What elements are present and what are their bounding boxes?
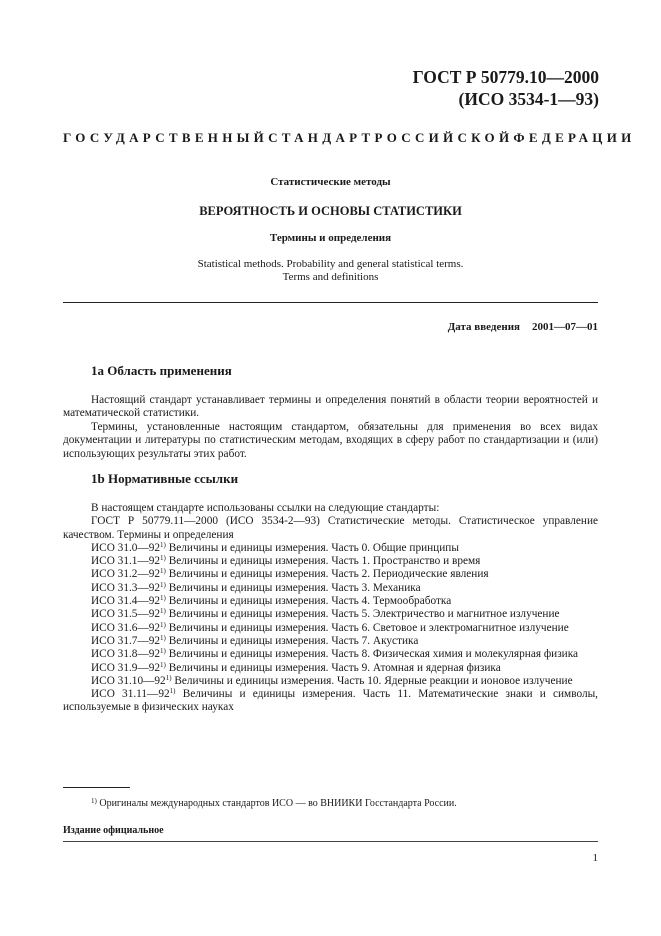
state-standard-banner <box>63 130 636 146</box>
iso-text: Величины и единицы измерения. Часть 10. Ядерные реакции и ионовое излучение <box>174 674 573 687</box>
iso-reference <box>63 582 598 595</box>
banner-word: СТАНДАРТ <box>268 130 375 145</box>
iso-reference <box>63 542 598 555</box>
bottom-divider <box>63 841 598 842</box>
iso-reference <box>63 608 598 621</box>
iso-code: ИСО 31.2—92 <box>91 568 161 581</box>
iso-code: ИСО 31.1—92 <box>91 555 161 568</box>
footnote-marker: 1) <box>160 594 166 603</box>
banner-word: РОССИЙСКОЙ <box>374 130 514 145</box>
footnote-marker: 1) <box>160 633 166 642</box>
intro-date <box>448 321 598 333</box>
iso-code: ИСО 31.4—92 <box>91 595 161 608</box>
iso-text: Величины и единицы измерения. Часть 4. Термообработка <box>168 595 452 608</box>
iso-code: ИСО 31.9—92 <box>91 661 161 674</box>
iso-reference <box>63 662 598 675</box>
footnote-marker: 1) <box>160 607 166 616</box>
banner-word: ГОСУДАРСТВЕННЫЙ <box>63 130 269 145</box>
footnote-marker: 1) <box>160 580 166 589</box>
title-divider <box>63 302 598 303</box>
footnote-text: Оригиналы международных стандартов ИСО — во ВНИИКИ Госстандарта России. <box>99 798 457 809</box>
iso-text: Величины и единицы измерения. Часть 0. Общие принципы <box>168 541 459 554</box>
footnote-marker: 1) <box>160 620 166 629</box>
footnote-marker: 1) <box>165 673 172 682</box>
iso-text: Величины и единицы измерения. Часть 11. Математические знаки и символы, используемые в физических науках <box>63 688 599 714</box>
english-title <box>63 258 598 284</box>
iso-code: ИСО 31.7—92 <box>91 634 161 647</box>
banner-word: ФЕДЕРАЦИИ <box>513 130 636 145</box>
scope-heading: 1a Область применения <box>91 363 232 378</box>
iso-reference <box>63 595 598 608</box>
iso-reference <box>63 675 598 688</box>
iso-number: (ИСО 3534-1—93) <box>458 89 599 109</box>
iso-reference <box>63 648 598 661</box>
series-title: Статистические методы <box>270 176 391 188</box>
gost-reference: ГОСТ Р 50779.11—2000 (ИСО 3534-2—93) Статистические методы. Статистическое управление качеством. Термины и определения <box>63 515 598 541</box>
iso-reference <box>63 622 598 635</box>
iso-text: Величины и единицы измерения. Часть 6. Световое и электромагнитное излучение <box>168 621 569 634</box>
iso-text: Величины и единицы измерения. Часть 7. Акустика <box>168 634 419 647</box>
english-title-line: Statistical methods. Probability and general statistical terms. <box>197 258 464 270</box>
iso-text: Величины и единицы измерения. Часть 2. Периодические явления <box>168 568 489 581</box>
footnote-marker: 1) <box>160 567 166 576</box>
footnote-divider <box>63 787 130 788</box>
iso-text: Величины и единицы измерения. Часть 8. Физическая химия и молекулярная физика <box>168 648 579 661</box>
iso-text: Величины и единицы измерения. Часть 5. Электричество и магнитное излучение <box>168 608 560 621</box>
iso-code: ИСО 31.6—92 <box>91 621 161 634</box>
scope-paragraph: Термины, установленные настоящим стандартом, обязательны для применения во всех видах документации и литературы по статистическим методам, входящих в сферу работ по стандартизации и (или) использующих результаты этих работ. <box>63 421 598 460</box>
english-title-line: Terms and definitions <box>282 271 379 283</box>
footnote-marker: 1) <box>169 687 176 696</box>
normative-refs-list <box>63 502 598 715</box>
edition-label: Издание официальное <box>63 825 164 836</box>
iso-code: ИСО 31.8—92 <box>91 648 161 661</box>
main-title: ВЕРОЯТНОСТЬ И ОСНОВЫ СТАТИСТИКИ <box>199 204 462 218</box>
normative-refs-heading: 1b Нормативные ссылки <box>91 471 239 486</box>
footnote-marker: 1) <box>160 660 166 669</box>
footnote-marker: 1) <box>160 540 166 549</box>
intro-date-label: Дата введения <box>447 321 520 333</box>
iso-code: ИСО 31.0—92 <box>91 541 161 554</box>
refs-lead: В настоящем стандарте использованы ссылки на следующие стандарты: <box>91 502 440 514</box>
iso-text: Величины и единицы измерения. Часть 9. Атомная и ядерная физика <box>168 661 501 674</box>
intro-date-value: 2001—07—01 <box>532 321 598 333</box>
document-designation <box>413 66 599 110</box>
iso-text: Величины и единицы измерения. Часть 1. Пространство и время <box>168 555 481 568</box>
iso-reference <box>63 568 598 581</box>
iso-reference <box>63 635 598 648</box>
iso-code: ИСО 31.11—92 <box>91 688 170 701</box>
footnote-marker: 1) <box>160 554 166 563</box>
scope-paragraph: Настоящий стандарт устанавливает термины и определения понятий в области теории вероятностей и математической статистики. <box>63 394 598 420</box>
footnote <box>91 798 457 809</box>
footnote-marker: 1) <box>160 647 166 656</box>
iso-reference <box>63 555 598 568</box>
iso-reference <box>63 688 598 715</box>
iso-code: ИСО 31.3—92 <box>91 581 161 594</box>
iso-code: ИСО 31.5—92 <box>91 608 161 621</box>
gost-number: ГОСТ Р 50779.10—2000 <box>412 67 599 87</box>
page-number: 1 <box>592 852 598 864</box>
footnote-marker: 1) <box>91 797 97 805</box>
sub-title: Термины и определения <box>269 232 392 244</box>
iso-code: ИСО 31.10—92 <box>91 674 166 687</box>
iso-text: Величины и единицы измерения. Часть 3. Механика <box>168 581 421 594</box>
